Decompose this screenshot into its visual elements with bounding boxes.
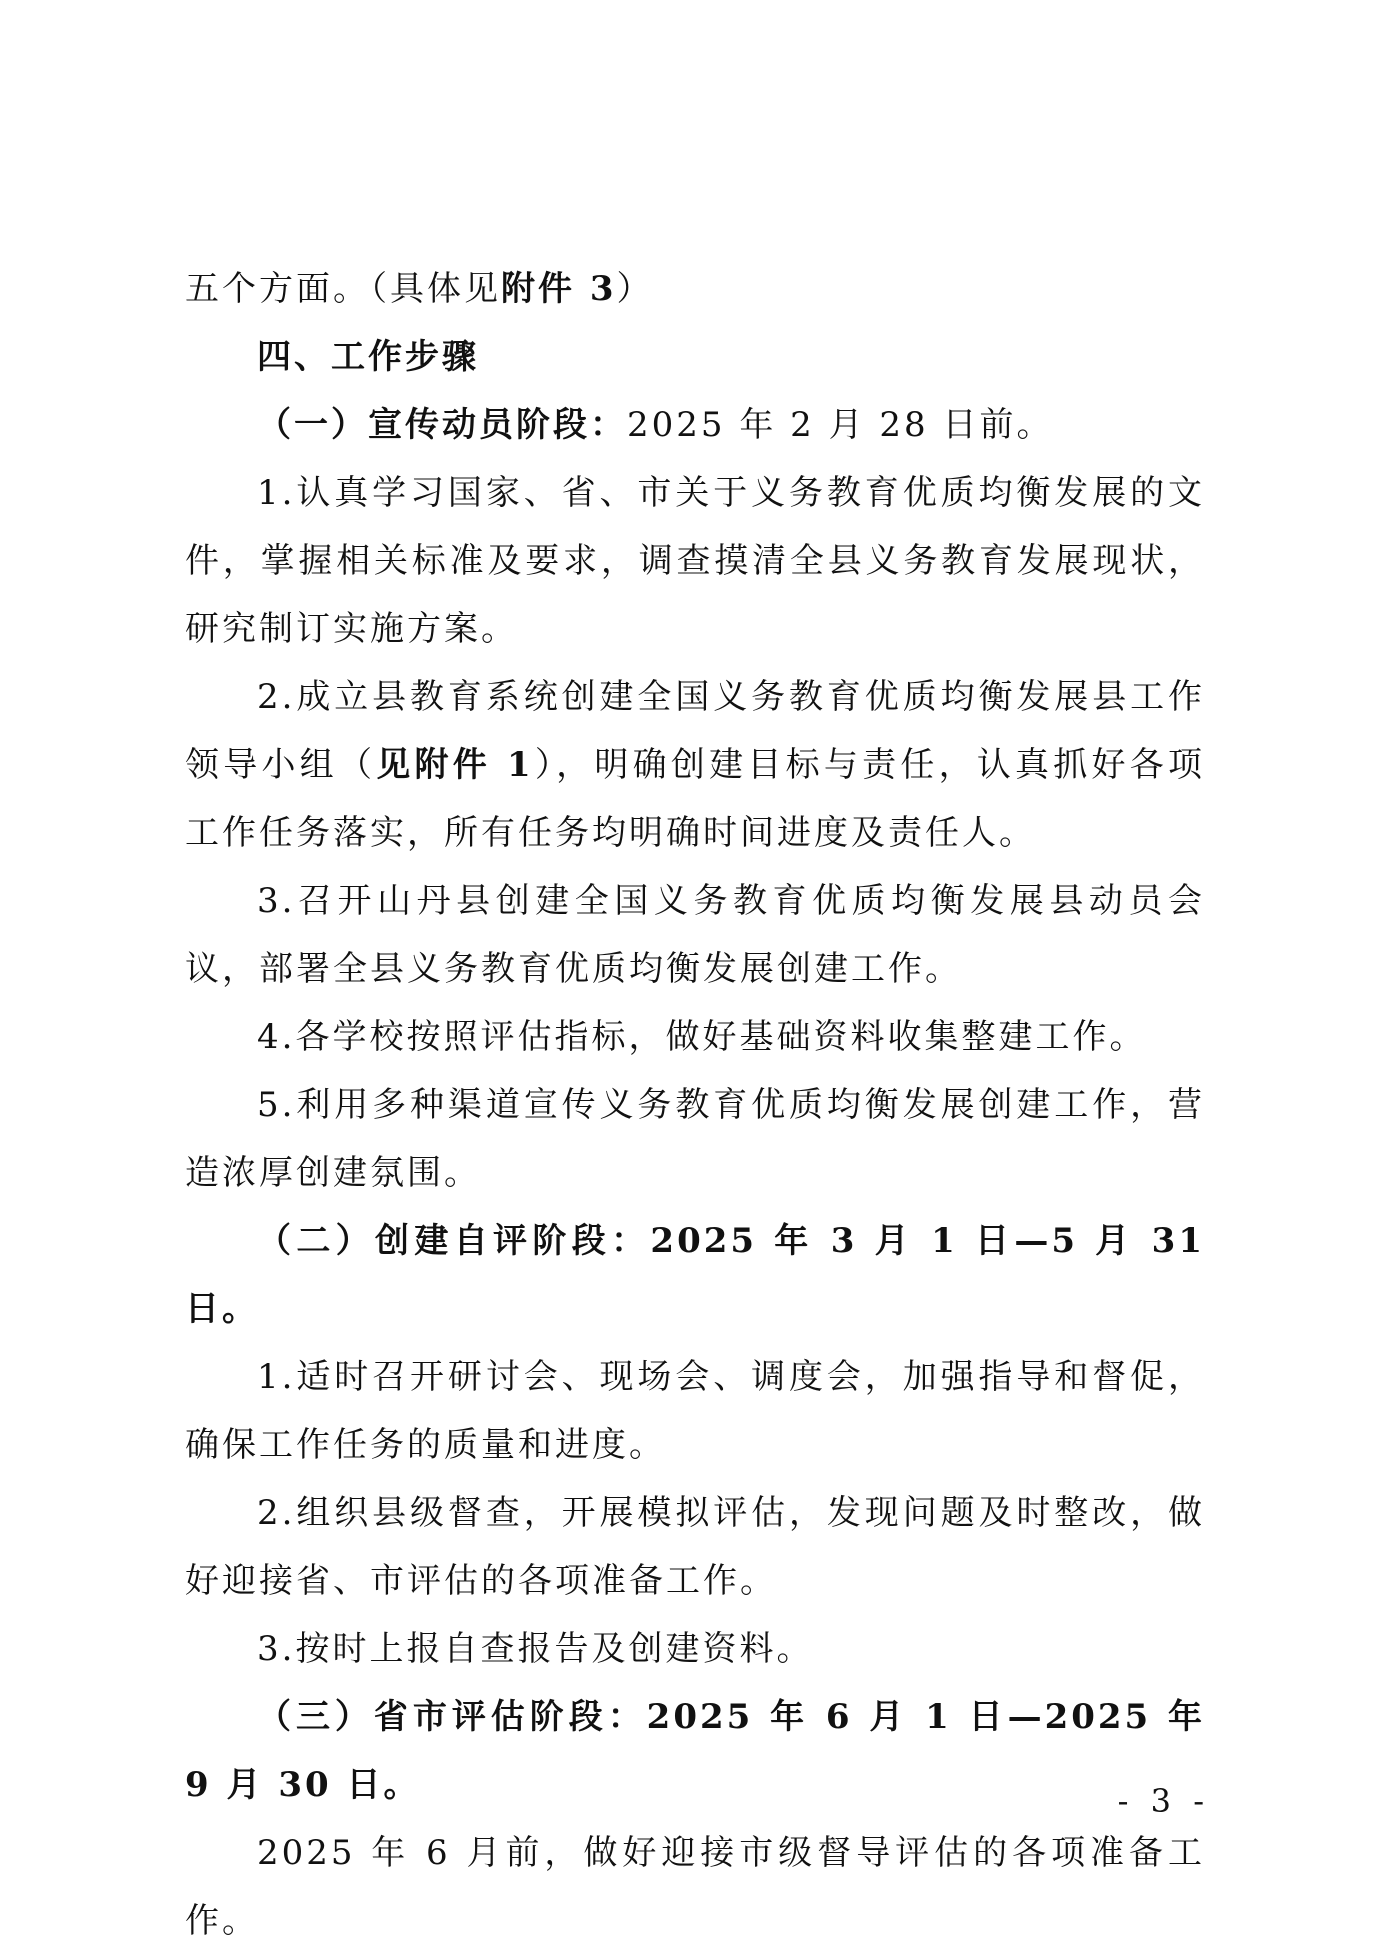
attachment-reference: 附件 3 [501,269,617,309]
text-run: ） [616,269,654,309]
section-heading [185,323,1205,391]
text-run: 2025 年 2 月 28 日前。 [627,405,1054,445]
text-run: （二）创建自评阶段：2025 年 3 月 1 日—5 月 31 日。 [185,1221,1205,1329]
text-run: 4.各学校按照评估指标，做好基础资料收集整建工作。 [257,1017,1147,1057]
paragraph [185,255,1205,323]
document-body [185,255,1205,1955]
paragraph [185,459,1205,663]
text-run: 5.利用多种渠道宣传义务教育优质均衡发展创建工作，营造浓厚创建氛围。 [185,1085,1205,1193]
paragraph [185,1071,1205,1207]
paragraph [185,1819,1205,1955]
stage-heading [185,1207,1205,1343]
attachment-reference: 见附件 1 [376,745,534,785]
text-run: 2.组织县级督查，开展模拟评估，发现问题及时整改，做好迎接省、市评估的各项准备工作。 [185,1493,1205,1601]
page-number: - 3 - [1117,1782,1210,1820]
text-run: 2025 年 6 月前，做好迎接市级督导评估的各项准备工作。 [185,1833,1205,1941]
text-run: 四、工作步骤 [257,337,479,377]
text-run: （三）省市评估阶段：2025 年 6 月 1 日—2025 年 9 月 30 日。 [185,1697,1205,1805]
text-run: 1.认真学习国家、省、市关于义务教育优质均衡发展的文件，掌握相关标准及要求，调查摸清全县义务教育发展现状，研究制订实施方案。 [185,473,1205,649]
text-run: 1.适时召开研讨会、现场会、调度会，加强指导和督促，确保工作任务的质量和进度。 [185,1357,1205,1465]
stage-heading [185,391,1205,459]
text-run: 五个方面。（具体见 [185,269,501,309]
paragraph [185,1003,1205,1071]
paragraph [185,663,1205,867]
paragraph [185,867,1205,1003]
text-run: ），明确创建目标与责任，认真抓好各项工作任务落实，所有任务均明确时间进度及责任人。 [185,745,1206,853]
paragraph [185,1479,1205,1615]
text-run: 3.召开山丹县创建全国义务教育优质均衡发展县动员会议，部署全县义务教育优质均衡发展创建工作。 [185,881,1205,989]
text-run: （一）宣传动员阶段： [257,405,627,445]
stage-heading [185,1683,1205,1819]
text-run: 3.按时上报自查报告及创建资料。 [257,1629,814,1669]
paragraph [185,1615,1205,1683]
text-run: 2.成立县教育系统创建全国义务教育优质均衡发展县工作领导小组（ [185,677,1205,785]
paragraph [185,1343,1205,1479]
